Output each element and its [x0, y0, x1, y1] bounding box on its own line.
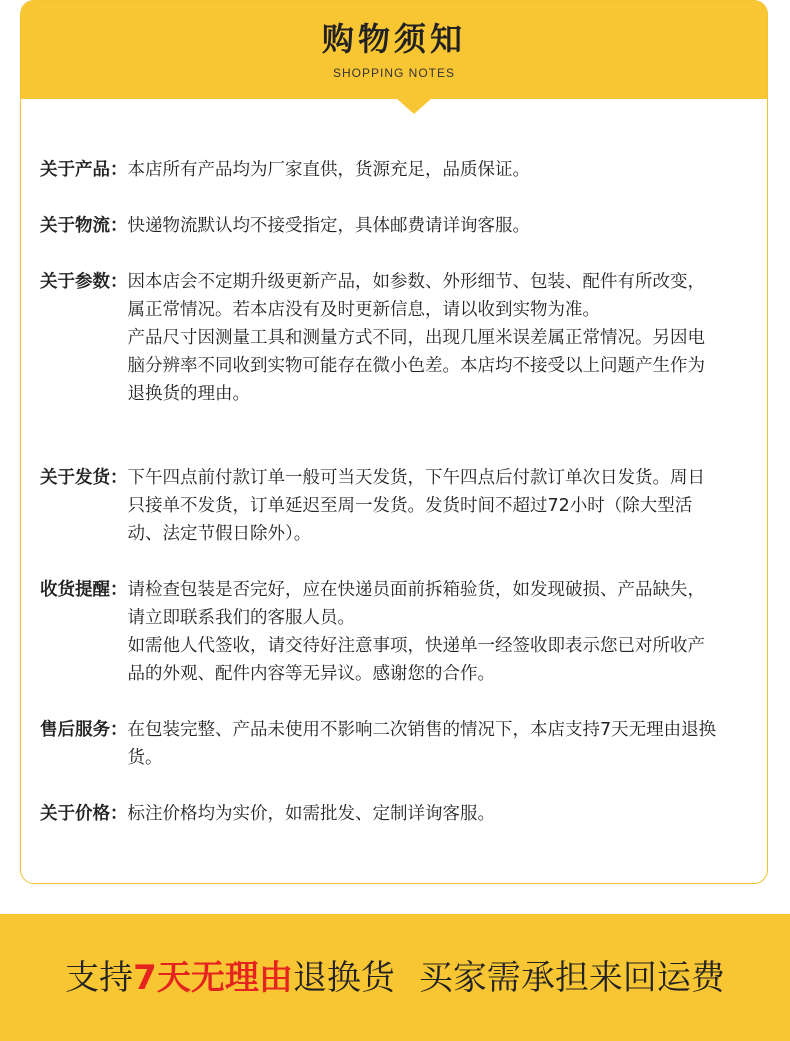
card-header — [21, 1, 767, 99]
header-pointer-icon — [396, 98, 432, 114]
section-content — [128, 212, 721, 240]
section-parameters — [40, 268, 720, 408]
section-receipt — [40, 576, 720, 688]
section-label: 收货提醒： — [40, 580, 128, 600]
banner-text-return: 退换货 — [292, 958, 395, 998]
page-subtitle: SHOPPING NOTES — [332, 66, 456, 80]
section-label: 关于物流： — [40, 216, 128, 236]
section-paragraph: 请检查包装是否完好，应在快递员面前拆箱验货，如发现破损、产品缺失，请立即联系我们的客服人员。 — [127, 580, 705, 628]
section-content — [128, 268, 721, 408]
section-paragraph: 快递物流默认均不接受指定，具体邮费请详询客服。 — [127, 216, 530, 236]
section-content — [128, 464, 721, 548]
section-content — [128, 156, 721, 184]
section-shipping — [40, 464, 720, 548]
banner-text-support: 支持 — [65, 958, 134, 998]
section-paragraph: 如需他人代签收，请交待好注意事项，快递单一经签收即表示您已对所收产品的外观、配件内容等无异议。感谢您的合作。 — [127, 636, 705, 684]
section-label: 售后服务： — [40, 720, 128, 740]
banner-text-shipping-fee: 买家需承担来回运费 — [418, 958, 725, 998]
banner-text — [0, 957, 790, 999]
section-label: 关于价格： — [40, 804, 128, 824]
section-logistics — [40, 212, 720, 240]
banner-highlight: 7天无理由 — [133, 958, 293, 998]
section-paragraph: 本店所有产品均为厂家直供，货源充足，品质保证。 — [127, 160, 530, 180]
section-content — [128, 716, 721, 772]
section-content — [128, 800, 721, 828]
section-label: 关于参数： — [40, 272, 128, 292]
section-label: 关于发货： — [40, 468, 128, 488]
section-product — [40, 156, 720, 184]
section-content — [128, 576, 721, 688]
page-title: 购物须知 — [321, 20, 466, 58]
section-label: 关于产品： — [40, 160, 128, 180]
section-paragraph: 下午四点前付款订单一般可当天发货，下午四点后付款订单次日发货。周日只接单不发货，订单延迟至周一发货。发货时间不超过72小时（除大型活动、法定节假日除外）。 — [127, 468, 705, 544]
section-paragraph: 在包装完整、产品未使用不影响二次销售的情况下，本店支持7天无理由退换货。 — [127, 720, 717, 768]
section-paragraph: 产品尺寸因测量工具和测量方式不同，出现几厘米误差属正常情况。另因电脑分辨率不同收到实物可能存在微小色差。本店均不接受以上问题产生作为退换货的理由。 — [127, 328, 705, 404]
return-policy-banner — [0, 914, 790, 1041]
section-paragraph: 标注价格均为实价，如需批发、定制详询客服。 — [127, 804, 495, 824]
section-after-sales — [40, 716, 720, 772]
section-paragraph: 因本店会不定期升级更新产品，如参数、外形细节、包装、配件有所改变，属正常情况。若本店没有及时更新信息，请以收到实物为准。 — [127, 272, 705, 320]
section-price — [40, 800, 720, 828]
